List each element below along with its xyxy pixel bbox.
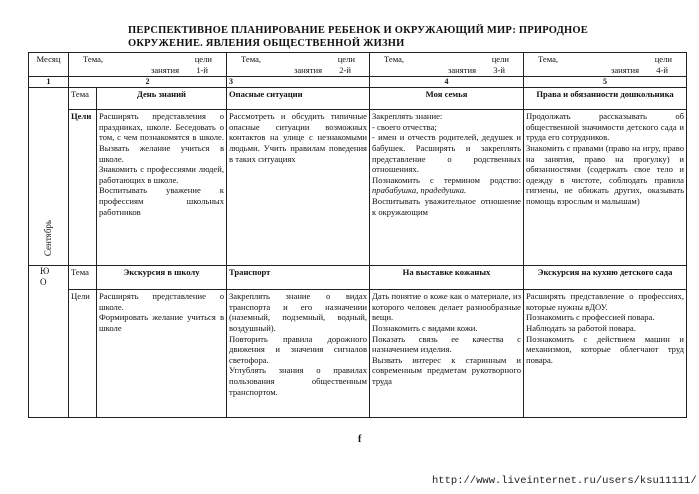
col-num-1: 1 [29, 77, 69, 88]
week1-goals-3: Закреплять знание: - своего отчества; - имен и отчеств родителей, дедушек и бабушек. Расширять и закреплять представление о родственных отношениях. Познакомить с термином родство: прабабушка, прадедушка. Воспитывать уважительное отношение к окружающим [370, 110, 524, 266]
week2-goals-1: Расширять представление о школе. Формировать желание учиться в школе [97, 290, 227, 418]
week1-goals-2: Рассмотреть и обсудить типичные опасные ситуации возможных контактов на улице с незнакомыми людьми. Учить правилам поведения в таких ситуациях [227, 110, 370, 266]
week2-goals-3: Дать понятие о коже как о материале, из которого человек делает разнообразные вещи. Познакомить с видами кожи. Показать связь ее качества с назначением изделия. Вызвать интерес к старинным и современным предметам рукотворного труда [370, 290, 524, 418]
side-mark: Ю О [40, 266, 50, 287]
header-lesson-2: Тема, цели занятия 2-й [227, 53, 370, 77]
week1-topic-2: Опасные ситуации [227, 88, 370, 110]
week2-topic-row [29, 266, 687, 290]
header-lesson-4: Тема, цели занятия 4-й [524, 53, 687, 77]
week2-goals-4: Расширять представление о профессиях, которые нужны вДОУ. Познакомить с профессией повара. Наблюдать за работой повара. Познакомить с действием машин и механизмов, которые облегчают труд повара. [524, 290, 687, 418]
header-month: Месяц [29, 53, 69, 77]
column-numbers-row [29, 77, 687, 88]
page-title [128, 24, 588, 50]
week2-topic-2: Транспорт [227, 266, 370, 290]
week1-goals-4: Продолжать рассказывать об общественной значимости детского сада и труда его сотрудников. Знакомить с правами (право на игру, право на занятия, право на прогулку) и обязанностями (содержать свое тело и одежду в чистоте, соблюдать правила гигиены, не обижать других, оказывать помощь взрослым и малышам) [524, 110, 687, 266]
week2-topic-3: На выставке кожаных [370, 266, 524, 290]
col-num-4: 4 [370, 77, 524, 88]
week2-topic-4: Экскурсия на кухню детского сада [524, 266, 687, 290]
topic-label-2: Тема [69, 266, 97, 290]
week1-goals-row [29, 110, 687, 266]
goals-label: Цели [69, 110, 97, 266]
header-row [29, 53, 687, 77]
col-num-2: 2 [69, 77, 227, 88]
col-num-5: 5 [524, 77, 687, 88]
week2-topic-1: Экскурсия в школу [97, 266, 227, 290]
week2-goals-2: Закреплять знание о видах транспорта и его назначении (наземный, подземный, водный, воздушный). Повторить правила дорожного движения и значения сигналов светофора. Углублять знания о правилах пользования общественным транспортом. [227, 290, 370, 418]
week1-topic-4: Права и обязанности дошкольника [524, 88, 687, 110]
goals-label-2: Цели [69, 290, 97, 418]
week1-topic-3: Моя семья [370, 88, 524, 110]
planning-table [28, 52, 687, 418]
kinship-words: прабабушка, прадедушка. [372, 185, 467, 196]
topic-label: Тема [69, 88, 97, 110]
title-line-2: ОКРУЖЕНИЕ. ЯВЛЕНИЯ ОБЩЕСТВЕННОЙ ЖИЗНИ [128, 38, 405, 49]
col-num-3: 3 [227, 77, 370, 88]
header-lesson-1: Тема, цели занятия 1-й [69, 53, 227, 77]
week1-topic-row [29, 88, 687, 110]
month-name: Сентябрь [43, 219, 54, 256]
watermark-url[interactable]: http://www.liveinternet.ru/users/ksu11111/ [432, 475, 697, 487]
page-letter: f [358, 434, 362, 445]
title-line-1: ПЕРСПЕКТИВНОЕ ПЛАНИРОВАНИЕ РЕБЕНОК И ОКРУЖАЮЩИЙ МИР: ПРИРОДНОЕ [128, 25, 588, 36]
month-cell [29, 88, 69, 266]
week2-goals-row [29, 290, 687, 418]
week1-topic-1: День знаний [97, 88, 227, 110]
week1-goals-1: Расширять представления о праздниках, школе. Беседовать о том, с чем познакомятся в школе. Вызвать желание учиться в школе. Знакомить с профессиями людей, работающих в школе. Воспитывать уважение к профессиям школьных работников [97, 110, 227, 266]
month-cell-2 [29, 266, 69, 418]
header-lesson-3: Тема, цели занятия 3-й [370, 53, 524, 77]
